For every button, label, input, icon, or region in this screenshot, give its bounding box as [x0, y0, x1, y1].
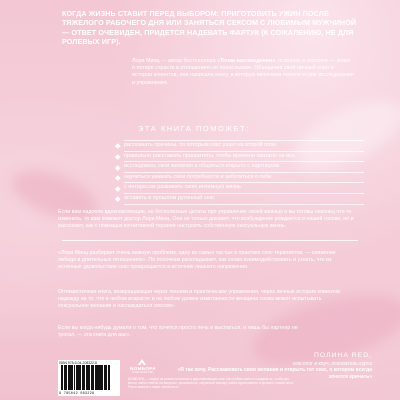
- publisher-note: БОМБОРА — лидер на рынке полезных и вдохновляющих книг. Мы любим книги и создаем их, чтобы вы могли найти ответы на вопросы, прокачаться, научиться новому, найти вдохновение и прожить новый опыт. Расти вместе с нами. bombora.ru: [128, 377, 294, 390]
- intro-headline: КОГДА ЖИЗНЬ СТАВИТ ПЕРЕД ВЫБОРОМ: ПРИГОТОВИТЬ УЖИН ПОСЛЕ ТЯЖЕЛОГО РАБОЧЕГО ДНЯ ИЛИ ЗАНЯТЬСЯ СЕКСОМ С ЛЮБИМЫМ МУЖЧИНОЙ — ОТВЕТ ОЧЕВИДЕН, ПРИДЕТСЯ НАДЕВАТЬ ФАРТУК (К СОЖАЛЕНИЮ, НЕ ДЛЯ РОЛЕВЫХ ИГР).: [62, 9, 357, 47]
- promise-item: исследовать свои желания и общаться открыто с партнером: [124, 161, 364, 172]
- review-closing: Если вы когда-нибудь думали о том, что хочется просто лечь и выспаться, и лишь бы партнер не трогал, — эта книга для вас».: [58, 325, 298, 339]
- promise-heading: ЭТА КНИГА ПОМОЖЕТ:: [138, 124, 250, 133]
- bombora-mark-icon: [137, 358, 147, 366]
- book-title-reference: «Точка наслаждения»: [217, 58, 276, 64]
- publisher-subtitle: ИЗДАТЕЛЬСТВО: [132, 371, 154, 374]
- promise-item: с интересом развивать свою интимную жизнь: [124, 182, 364, 193]
- author-bio-lead: Лори Минц — автор бестселлера: [132, 58, 218, 64]
- publisher-logo: [128, 358, 158, 374]
- promise-item: научиться уважать свои потребности и заботиться о себе: [124, 172, 364, 183]
- isbn-barcode: [58, 360, 120, 396]
- reviewer-course: «Я так хочу. Расскажовать свои желания и открыть тот секс, о котором всегда хочется кричать»: [177, 367, 372, 380]
- promise-item: распознать причины, по которым секс ушел на второй план: [124, 140, 364, 151]
- reviewer-role: сексолог и коуч, основатель курса: [292, 360, 372, 367]
- isbn-label: ISBN 978-5-04-208322-8: [59, 360, 97, 365]
- promise-item: оставить в прошлом рутинный секс: [124, 193, 364, 205]
- review-quote: «Лори Минц разбирает очень важную проблему, одну из самых частых в практике секс-терапевтов, — снижение либидо в длительных отношениях». По полочкам раскладывает, как снова взаимодействовать и узнать, что из истинные удовольствие секс превращается в источник лишнего напряжения.: [58, 250, 336, 271]
- barcode-bars: [61, 365, 117, 390]
- review-paragraph: Оптимистичная книга, возвращающая через техники и практические упражнения, через личные истории клиентов надежду на то, что в любом возрасте и на любом уровне измотанности женщина снова может испытывать сексуальное желание и наслаждаться сексом».: [58, 289, 340, 310]
- author-bio-rest: , психолог и сексолог — знает о потере страсти в отношениях не понаслышке. Объединив свой личный опыт и истории клиентов, она написала книгу, в которую включила тематические исследования и упражнения.: [132, 58, 354, 86]
- promise-item: правильно расставить приоритеты, чтобы времени хватало на все: [124, 151, 364, 162]
- promise-list: [124, 140, 364, 205]
- barcode-digits: 9 785042 083228: [59, 391, 95, 396]
- reviewer-name: ПОЛИНА RED,: [313, 352, 372, 359]
- author-bio: [132, 58, 354, 87]
- publisher-name: БОМБОРА: [130, 366, 156, 371]
- section-divider: [62, 240, 358, 241]
- inspiration-paragraph: Если вам надоели вдохновляющие, но бесполезные цитаты про управление своей жизнью и вы готовы наконец что-то изменить, то вам поможет доктор Лори Минц. Она не только докажет, что возбуждение рождается в нашей голове, но и расскажет, как с помощью когнитивной терапии настроить собственную сексуальную жизнь.: [58, 209, 354, 230]
